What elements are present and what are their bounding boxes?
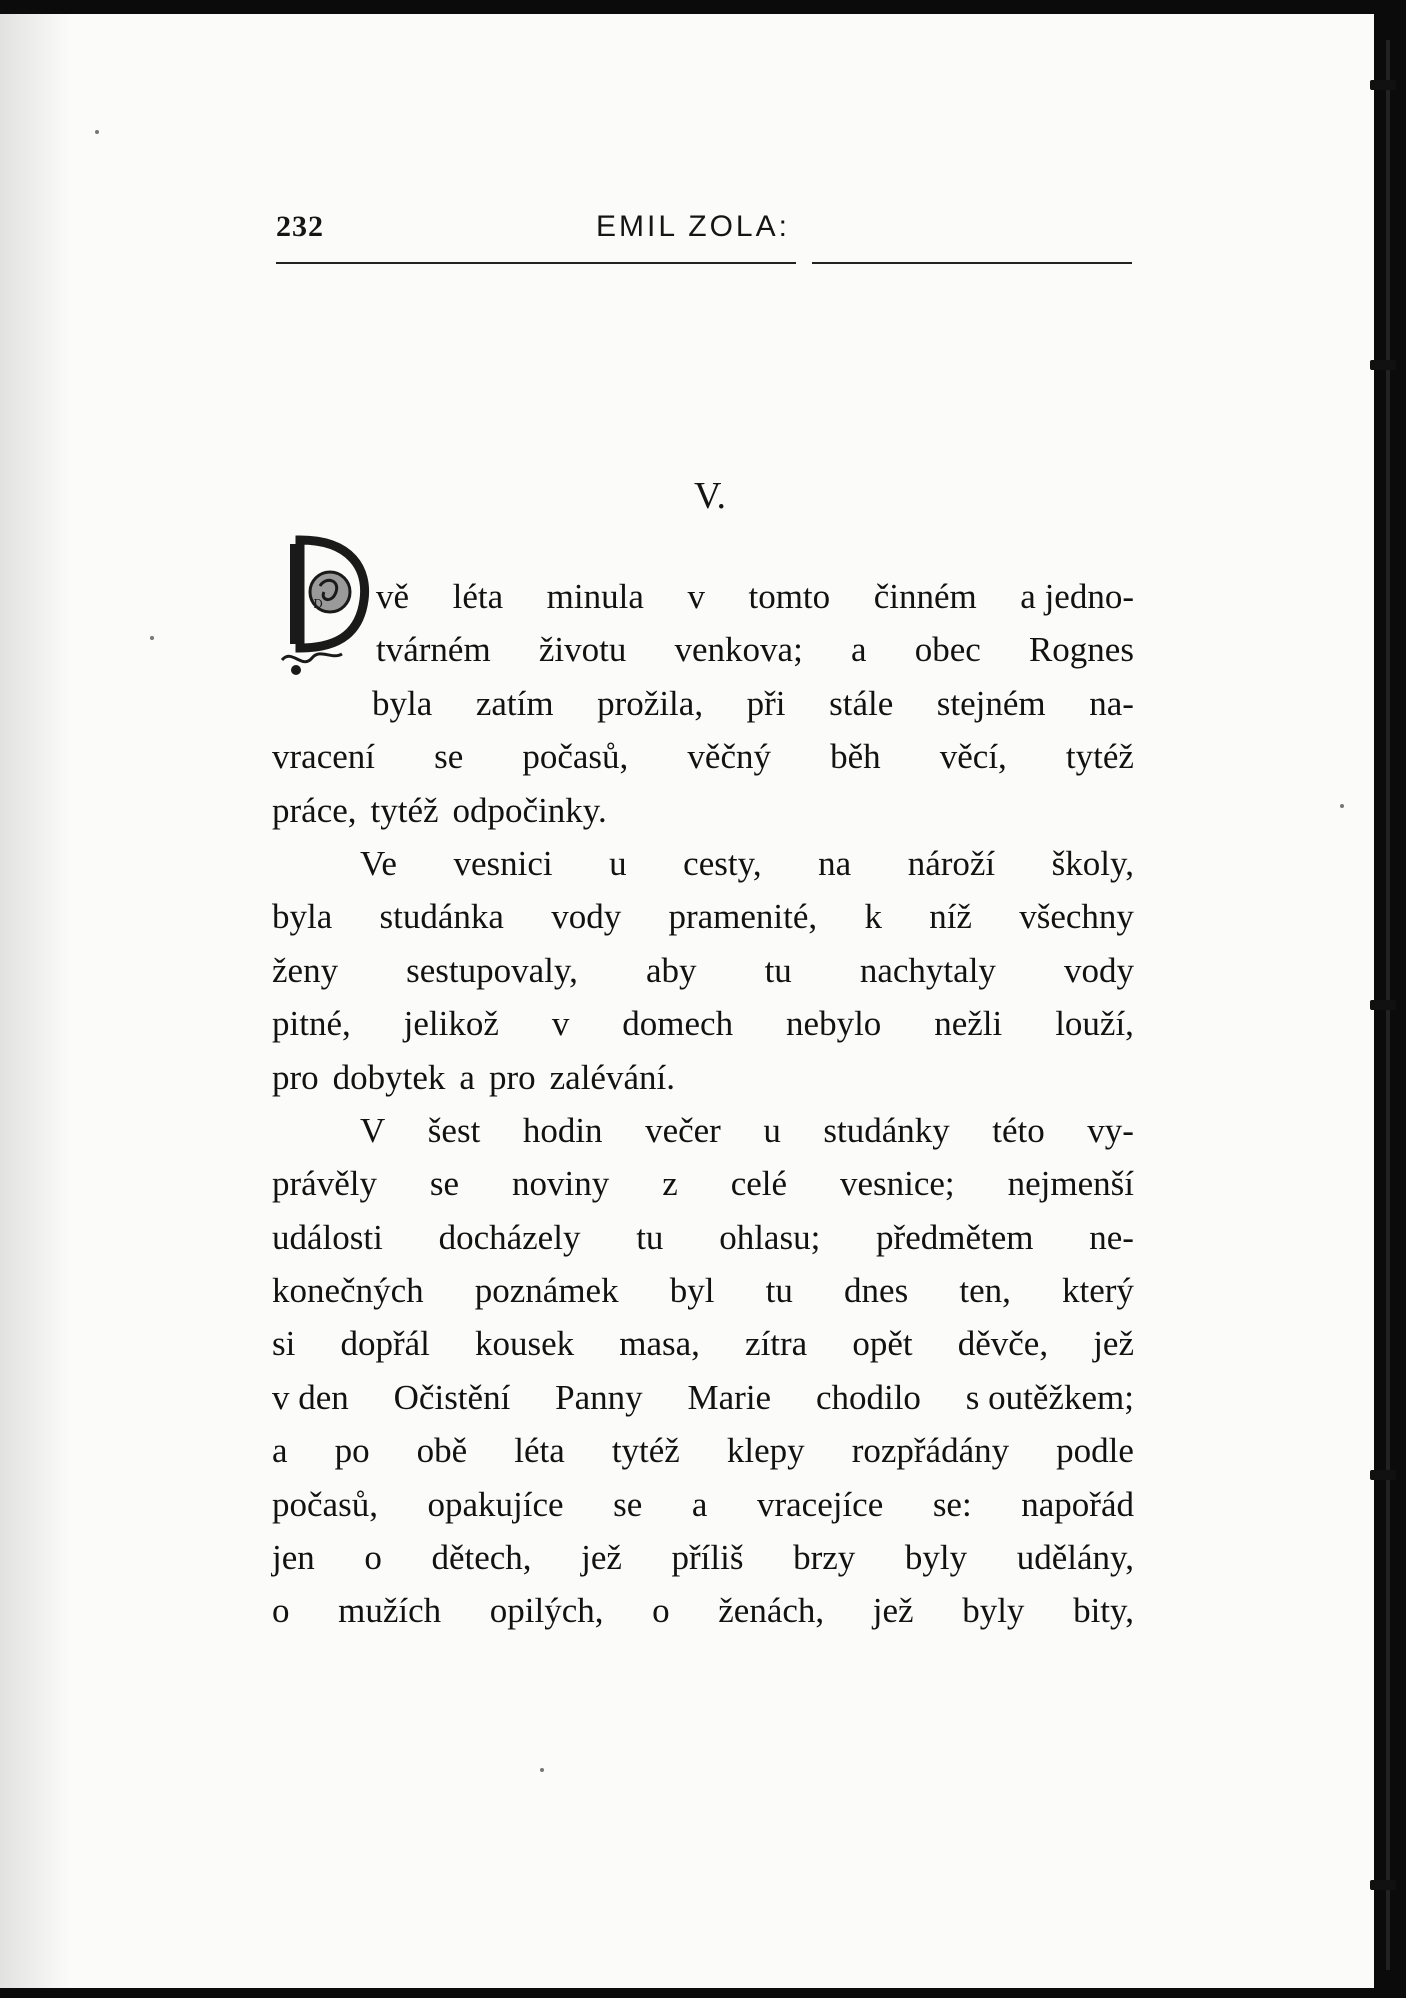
word: počasů,	[522, 737, 629, 777]
word: vracení	[272, 737, 375, 777]
word: o	[364, 1538, 382, 1578]
word: této	[992, 1110, 1045, 1150]
paragraph-1	[272, 570, 1134, 837]
word: hodin	[522, 1110, 603, 1150]
word: udělány,	[1016, 1538, 1134, 1578]
word: domech	[622, 1004, 734, 1044]
word: po	[334, 1431, 370, 1471]
word: tu	[765, 1271, 793, 1311]
word: Rognes	[1028, 630, 1134, 670]
scan-speck	[1340, 804, 1344, 808]
word: zatím	[475, 683, 554, 723]
word: a jedno-	[1020, 577, 1134, 616]
text-line	[272, 837, 1134, 890]
word: Marie	[687, 1377, 772, 1417]
word: stejném	[936, 683, 1046, 723]
word: události	[272, 1217, 383, 1257]
word: jež	[1093, 1324, 1134, 1364]
word: opilých,	[489, 1591, 604, 1631]
word: a	[272, 1431, 288, 1471]
word: běh	[830, 737, 881, 777]
text-line	[272, 570, 1134, 623]
word: níž	[929, 897, 972, 937]
word: sestupovaly,	[406, 950, 578, 990]
word: minula	[546, 577, 644, 616]
word: se:	[932, 1484, 972, 1524]
word: odpočinky.	[452, 790, 607, 830]
text-line	[272, 1584, 1134, 1637]
word: si	[272, 1324, 296, 1364]
word: jen	[272, 1538, 315, 1578]
word: vody	[1063, 950, 1134, 990]
word: večer	[645, 1110, 721, 1150]
word: o	[652, 1591, 670, 1631]
running-title: EMIL ZOLA:	[596, 210, 790, 243]
text-line	[272, 784, 1134, 837]
word: nebylo	[786, 1004, 882, 1044]
word: louží,	[1055, 1004, 1134, 1044]
text-line	[272, 1157, 1134, 1210]
word: cesty,	[683, 843, 762, 883]
text-line	[272, 1051, 1134, 1104]
word: pro	[272, 1057, 319, 1097]
text-line	[272, 944, 1134, 997]
word: dnes	[844, 1271, 909, 1311]
binding-mark	[1370, 80, 1396, 90]
word: tvárném	[376, 630, 491, 670]
word: při	[746, 683, 786, 723]
page-header	[276, 210, 1130, 254]
text-line	[272, 1424, 1134, 1477]
word: napořád	[1021, 1484, 1134, 1524]
word: dobytek	[332, 1057, 446, 1097]
page-shadow	[0, 14, 70, 1988]
word: podle	[1056, 1431, 1134, 1471]
word: studánka	[379, 897, 504, 937]
word: byla	[272, 897, 333, 937]
word: studánky	[823, 1110, 950, 1150]
word: nežli	[934, 1004, 1003, 1044]
text-line	[272, 1371, 1134, 1424]
chapter-heading: V.	[693, 475, 727, 517]
word: pitné,	[272, 1004, 351, 1044]
word: aby	[645, 950, 697, 990]
header-rule	[812, 262, 1132, 264]
word: chodilo	[815, 1377, 921, 1417]
text-line	[272, 623, 1134, 676]
word: léta	[514, 1431, 565, 1471]
word: tytéž	[1065, 737, 1134, 777]
word: pro	[488, 1057, 536, 1097]
word: a	[691, 1484, 708, 1524]
word: školy,	[1051, 843, 1134, 883]
word: životu	[538, 630, 627, 670]
word: mužích	[338, 1591, 442, 1631]
word: tytéž	[611, 1431, 680, 1471]
binding-mark	[1370, 1000, 1396, 1010]
word: pramenité,	[668, 897, 818, 937]
word: nachytaly	[859, 950, 996, 990]
word: z	[662, 1164, 678, 1204]
word: tytéž	[370, 790, 439, 830]
word: kousek	[475, 1324, 575, 1364]
word: vesnice;	[839, 1164, 955, 1204]
word: vesnici	[453, 843, 553, 883]
word: práce,	[272, 790, 357, 830]
word: činném	[873, 577, 977, 616]
word: opět	[852, 1324, 913, 1364]
word: docházely	[438, 1217, 581, 1257]
word: se	[429, 1164, 460, 1204]
text-line	[272, 730, 1134, 783]
word: ženách,	[718, 1591, 825, 1631]
initial-letter: D	[313, 597, 323, 611]
word: ne-	[1089, 1217, 1134, 1257]
word: právěly	[272, 1164, 377, 1204]
word: celé	[730, 1164, 788, 1204]
word: Ve	[360, 843, 397, 883]
word: tu	[764, 950, 792, 990]
word: jež	[872, 1591, 914, 1631]
word: tu	[636, 1217, 664, 1257]
paragraph-2	[272, 837, 1134, 1104]
word: masa,	[619, 1324, 700, 1364]
word: na	[818, 843, 852, 883]
word: venkova;	[674, 630, 803, 670]
word: dětech,	[431, 1538, 532, 1578]
scan-speck	[150, 636, 154, 640]
word: noviny	[512, 1164, 610, 1204]
word: vy-	[1087, 1110, 1134, 1150]
word: v	[551, 1004, 570, 1044]
word: všechny	[1019, 897, 1134, 937]
word: opakujíce	[427, 1484, 564, 1524]
binding-mark	[1370, 360, 1396, 370]
header-rule	[276, 262, 796, 264]
word: v	[687, 577, 705, 616]
word: se	[613, 1484, 643, 1524]
paragraph-3	[272, 1104, 1134, 1638]
word: jelikož	[403, 1004, 499, 1044]
word: vě	[376, 577, 410, 616]
word: v den	[272, 1377, 349, 1417]
word: byla	[372, 683, 433, 723]
word: a	[459, 1057, 475, 1097]
word: klepy	[726, 1431, 805, 1471]
page-number: 232	[276, 210, 324, 243]
text-line	[272, 1478, 1134, 1531]
word: jež	[581, 1538, 622, 1578]
word: stále	[829, 683, 894, 723]
text-line	[272, 997, 1134, 1050]
body-text	[272, 570, 1134, 1638]
word: obec	[914, 630, 981, 670]
word: konečných	[272, 1271, 424, 1311]
word: prožila,	[597, 683, 704, 723]
text-line	[272, 1104, 1134, 1157]
word: obě	[416, 1431, 468, 1471]
word: ženy	[272, 950, 339, 990]
word: u	[763, 1110, 781, 1150]
word: se	[434, 737, 464, 777]
word: který	[1062, 1271, 1134, 1311]
word: tomto	[748, 577, 831, 616]
word: šest	[427, 1110, 481, 1150]
word: byly	[904, 1538, 968, 1578]
text-line	[272, 1211, 1134, 1264]
text-line	[272, 890, 1134, 943]
word: nároží	[907, 843, 996, 883]
word: Očistění	[393, 1377, 511, 1417]
text-line	[272, 1531, 1134, 1584]
word: dopřál	[340, 1324, 430, 1364]
word: vracejíce	[756, 1484, 884, 1524]
binding-mark	[1370, 1470, 1396, 1480]
word: o	[272, 1591, 290, 1631]
scan-speck	[540, 1768, 544, 1772]
word: děvče,	[957, 1324, 1049, 1364]
word: s outěžkem;	[965, 1377, 1134, 1417]
word: byl	[669, 1271, 715, 1311]
binding-mark	[1370, 1880, 1396, 1890]
text-line	[272, 677, 1134, 730]
word: k	[864, 897, 882, 937]
scan-border-right	[1374, 0, 1406, 1998]
word: léta	[452, 577, 504, 616]
word: a	[850, 630, 867, 670]
word: brzy	[793, 1538, 856, 1578]
word: zalévání.	[549, 1057, 675, 1097]
word: u	[609, 843, 627, 883]
word: zítra	[745, 1324, 808, 1364]
word: byly	[962, 1591, 1025, 1631]
word: na-	[1089, 683, 1134, 723]
word: V	[360, 1110, 386, 1150]
word: nejmenší	[1007, 1164, 1134, 1204]
word: počasů,	[272, 1484, 378, 1524]
word: ten,	[959, 1271, 1011, 1311]
word: vody	[551, 897, 622, 937]
word: věčný	[687, 737, 771, 777]
word: ohlasu;	[719, 1217, 821, 1257]
word: předmětem	[876, 1217, 1034, 1257]
word: poznámek	[474, 1271, 619, 1311]
word: věcí,	[939, 737, 1007, 777]
word: Panny	[555, 1377, 643, 1417]
text-line	[272, 1264, 1134, 1317]
word: bity,	[1073, 1591, 1134, 1631]
word: příliš	[671, 1538, 744, 1578]
word: rozpřádány	[851, 1431, 1010, 1471]
scan-speck	[95, 130, 99, 134]
text-line	[272, 1317, 1134, 1370]
